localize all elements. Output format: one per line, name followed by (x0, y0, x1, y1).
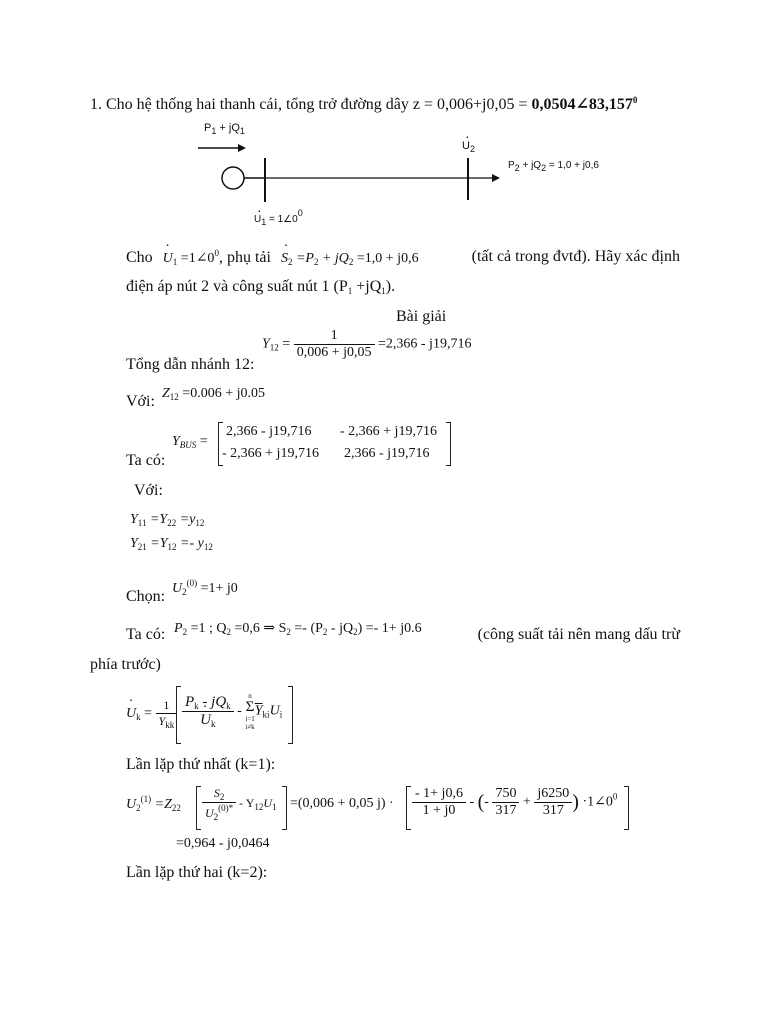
formula-inner: $P_k - jQ_k$ · $U_k$ - n Σ i=1 i≠k $\overline{Y}_{ki}U_i$ (182, 692, 282, 731)
formula-right-bracket (288, 686, 293, 744)
impedance-polar: 0,0504∠83,157 (531, 96, 633, 113)
y12-den: 0,006 + j0,05 (296, 345, 372, 360)
problem-text: 1. Cho hệ thống hai thanh cái, tổng trở đường dây z = 0,006+j0,05 = (90, 96, 532, 113)
s2-symbol: · S (281, 251, 288, 267)
iteration-2-label: Lần lặp thứ hai (k=2): (126, 864, 268, 881)
s2-symbol-sub: 2 (287, 257, 293, 267)
u1-label (254, 208, 303, 227)
p1-sub-text: 1 (347, 286, 353, 296)
chon-label: Chọn: (126, 588, 166, 605)
ta-co-label-1: Ta có: (126, 452, 166, 469)
z12-sub: 12 (169, 392, 179, 402)
ybus-right-bracket (446, 422, 451, 466)
degree-sup: 0 (632, 95, 638, 105)
z12-symbol: Z (162, 386, 170, 401)
ybus-m12: - 2,366 + j19,716 (340, 424, 437, 439)
u1-sup: 0 (297, 208, 303, 218)
iter1-outer-left (406, 786, 411, 830)
p2q2-value: = 1,0 + j0,6 (546, 160, 599, 171)
iteration-1-result: =0,964 - j0,0464 (176, 836, 270, 851)
u2-sub: 2 (469, 144, 475, 154)
given-line-2-end: ). (385, 278, 396, 295)
iteration-1-lhs: $U_2^{(1)} =Z_{22}$ (126, 794, 181, 813)
y12-num: 1 (294, 328, 375, 345)
y12-symbol: Y (262, 336, 270, 352)
cho-text: Cho (126, 249, 153, 266)
y-relation-1: $Y_{11} =Y_{22} =y_{12}$ (130, 512, 205, 528)
given-line-2-text: điện áp nút 2 và công suất nút 1 (P (126, 278, 348, 295)
p1-text: P (204, 122, 212, 134)
given-tail-text: (tất cả trong đvtđ). Hãy xác định (471, 248, 680, 265)
u1-rhs: =1∠0 (177, 251, 215, 266)
generator-icon (222, 167, 244, 189)
s2-calc: $P_2 =1$ ; $Q_2 =0,6$ ⇒ $S_2 =- (P_2 - jQ_2) =- 1+ j0.6$ (174, 621, 422, 637)
p1-sub: 1 (211, 126, 217, 136)
y12-equation: $Y_{12}$ = $\frac{1}{0,006 + j0,05}$ =2,366 - j19,716 (262, 328, 472, 360)
problem-statement (90, 94, 637, 114)
iter1-substitute: =(0,006 + 0,05 j) · (290, 796, 394, 811)
p2-mid: + jQ (519, 160, 542, 171)
ybus-lhs: $Y_{BUS}$ = (172, 434, 208, 450)
given-tail (452, 248, 680, 266)
s2-given: · $S_2 =P_2 + jQ_2 =1,0 + j0,6$ (281, 251, 419, 266)
ta-co-note: (công suất tải nên mang dấu trừ (477, 626, 680, 643)
phu-tai-text: , phụ tải (218, 249, 271, 266)
given-line (126, 248, 419, 267)
bus-diagram (190, 120, 630, 230)
given-line-2 (126, 278, 395, 296)
s2-rhs-b: + jQ (318, 251, 349, 266)
p2q2-label (508, 160, 599, 173)
q1-sub-text: 1 (381, 286, 386, 296)
p2-text: P (508, 160, 515, 171)
u1-given (162, 248, 219, 267)
u1-symbol-sub: 1 (172, 257, 178, 267)
u1-text: · U (254, 214, 261, 225)
ybus-sub: BUS (179, 440, 197, 450)
p1q1-label (204, 122, 245, 136)
u1-rhs-sup: 0 (214, 248, 219, 258)
p2-sub: 2 (514, 163, 520, 173)
solution-heading: Bài giải (396, 308, 447, 325)
voi-label-1: Với: (126, 393, 155, 410)
iter1-values: $\frac{- 1+ j0,6}{1 + j0}$ - (- $\frac{750}{317}$ + $\frac{j6250}{317}$ ) $\cdot 1\angle 0^0$ (412, 786, 617, 819)
y12-fraction (294, 328, 375, 361)
iter1-right-bracket (282, 786, 287, 830)
u1-value: = 1∠0 (266, 214, 298, 225)
u2-label (462, 140, 475, 154)
q1-sub: 1 (239, 126, 245, 136)
y12-rhs: =2,366 - j19,716 (374, 336, 472, 352)
tong-dan-label: Tổng dẫn nhánh 12: (126, 356, 255, 373)
iter1-left-bracket (196, 786, 201, 830)
voi-label-2: Với: (134, 482, 163, 499)
u2-initial: $U_2^{(0)} =1+ j0$ (172, 578, 238, 597)
u2-text: · U (462, 140, 470, 152)
u1-symbol: · U (163, 251, 173, 267)
u1-sub: 1 (261, 217, 267, 227)
iter1-fraction: $\frac{S_2}{U_2^{(0)*}}$ - $Y_{12}U_1$ (202, 786, 277, 822)
y12-sub: 12 (269, 342, 279, 353)
arrow-head-2 (492, 174, 500, 182)
y-relation-2: $Y_{21} =Y_{12} =- y_{12}$ (130, 536, 213, 552)
s2-rhs-c: =1,0 + j0,6 (353, 251, 419, 266)
ta-co-note-2: phía trước) (90, 656, 161, 673)
s2-rhs-a: =P (292, 251, 314, 266)
formula-left-bracket (176, 686, 181, 744)
gauss-seidel-formula: · $U_k$ = $\frac{1}{Y_{kk}}$ (126, 698, 177, 730)
iteration-1-label: Lần lặp thứ nhất (k=1): (126, 756, 276, 773)
ta-co-label-2: Ta có: (126, 626, 166, 643)
q2-sub: 2 (541, 163, 547, 173)
ybus-m22: 2,366 - j19,716 (344, 446, 430, 461)
p1-mid: + jQ (216, 122, 240, 134)
ybus-symbol: Y (172, 434, 180, 449)
ybus-m21: - 2,366 + j19,716 (222, 446, 319, 461)
arrow-head-1 (238, 144, 246, 152)
jq1-text: +jQ (352, 278, 382, 295)
z12-rhs: =0.006 + j0.05 (178, 386, 265, 401)
ybus-m11: 2,366 - j19,716 (226, 424, 312, 439)
iter1-outer-right (624, 786, 629, 830)
z12-equation (162, 386, 265, 402)
